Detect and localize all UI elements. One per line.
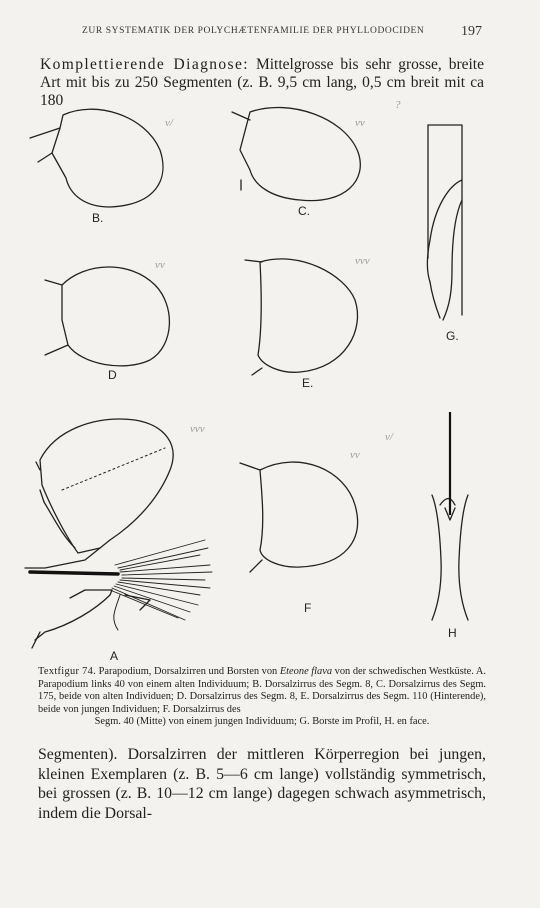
- caption-last-line: Segm. 40 (Mitte) von einem jungen Individuum; G. Borste im Profil, H. en face.: [94, 716, 430, 728]
- label-h: H: [448, 626, 457, 640]
- svg-text:vv: vv: [355, 117, 365, 129]
- text-figure-74: [0, 95, 540, 660]
- dorsal-cirrus-e: [245, 259, 358, 375]
- body-paragraph: Segmenten). Dorsalzirren der mittleren Körperregion bei jungen, kleinen Exemplaren (z. B. 5—6 cm lange) vollständig symmetrisch, bei grossen (z. B. 10—12 cm lange) dagegen schwach asymmetrisch, indem die Dorsal-: [38, 746, 486, 822]
- svg-text:v/: v/: [385, 431, 393, 443]
- running-header: [0, 24, 540, 40]
- dorsal-cirrus-f: [240, 462, 358, 572]
- intro-text: Mittelgrosse bis sehr grosse, breite Art mit bis zu 250 Segmenten (z. B. 9,5 cm lang, 0,5 cm breit mit ca 180: [40, 56, 484, 109]
- label-d: D: [108, 368, 117, 382]
- svg-text:vv: vv: [350, 449, 360, 461]
- label-a: A: [110, 649, 119, 660]
- svg-text:vv: vv: [155, 259, 165, 271]
- label-g: G.: [446, 329, 459, 343]
- bristle-bundle: [110, 540, 212, 620]
- svg-text:vvv: vvv: [355, 255, 370, 267]
- label-b: B.: [92, 211, 104, 225]
- running-title: ZUR SYSTEMATIK DER POLYCHÆTENFAMILIE DER PHYLLODOCIDEN: [82, 26, 425, 36]
- dorsal-cirrus-b: [30, 109, 163, 207]
- svg-text:vvv: vvv: [190, 423, 205, 435]
- diagnosis-term: Komplettierende Diagnose:: [40, 56, 249, 73]
- svg-text:?: ?: [395, 99, 401, 111]
- svg-text:v/: v/: [165, 117, 173, 129]
- seta-profile-g: [427, 125, 462, 320]
- parapodium-a: [25, 419, 173, 648]
- dorsal-cirrus-d: [45, 267, 169, 366]
- caption-species: Eteone flava: [279, 666, 333, 677]
- page-number: 197: [461, 24, 482, 39]
- caption-lead: Textfigur 74.: [38, 666, 96, 677]
- caption-text-1: Parapodium, Dorsalzirren und Borsten von: [96, 666, 280, 677]
- label-c: C.: [298, 204, 310, 218]
- label-f: F: [304, 601, 312, 615]
- figure-caption: [38, 666, 486, 729]
- label-e: E.: [302, 376, 314, 390]
- aciculum-rod: [30, 572, 118, 574]
- pencil-annotations: [155, 99, 401, 461]
- caption-text-2: von der schwedischen Westküste. A. Parapodium links 40 von einem alten Individuum; B. Dorsalzirrus des Segm. 8, C. Dorsalzirrus des Segm. 175, beide von alten Individuen; D. Dorsalzirrus des Segm. 8, E. Dorsalzirrus des Segm. 110 (Hinterende), beide von jungen Individuen; F. Dorsalzirrus des: [38, 666, 486, 715]
- dorsal-cirrus-c: [232, 107, 360, 200]
